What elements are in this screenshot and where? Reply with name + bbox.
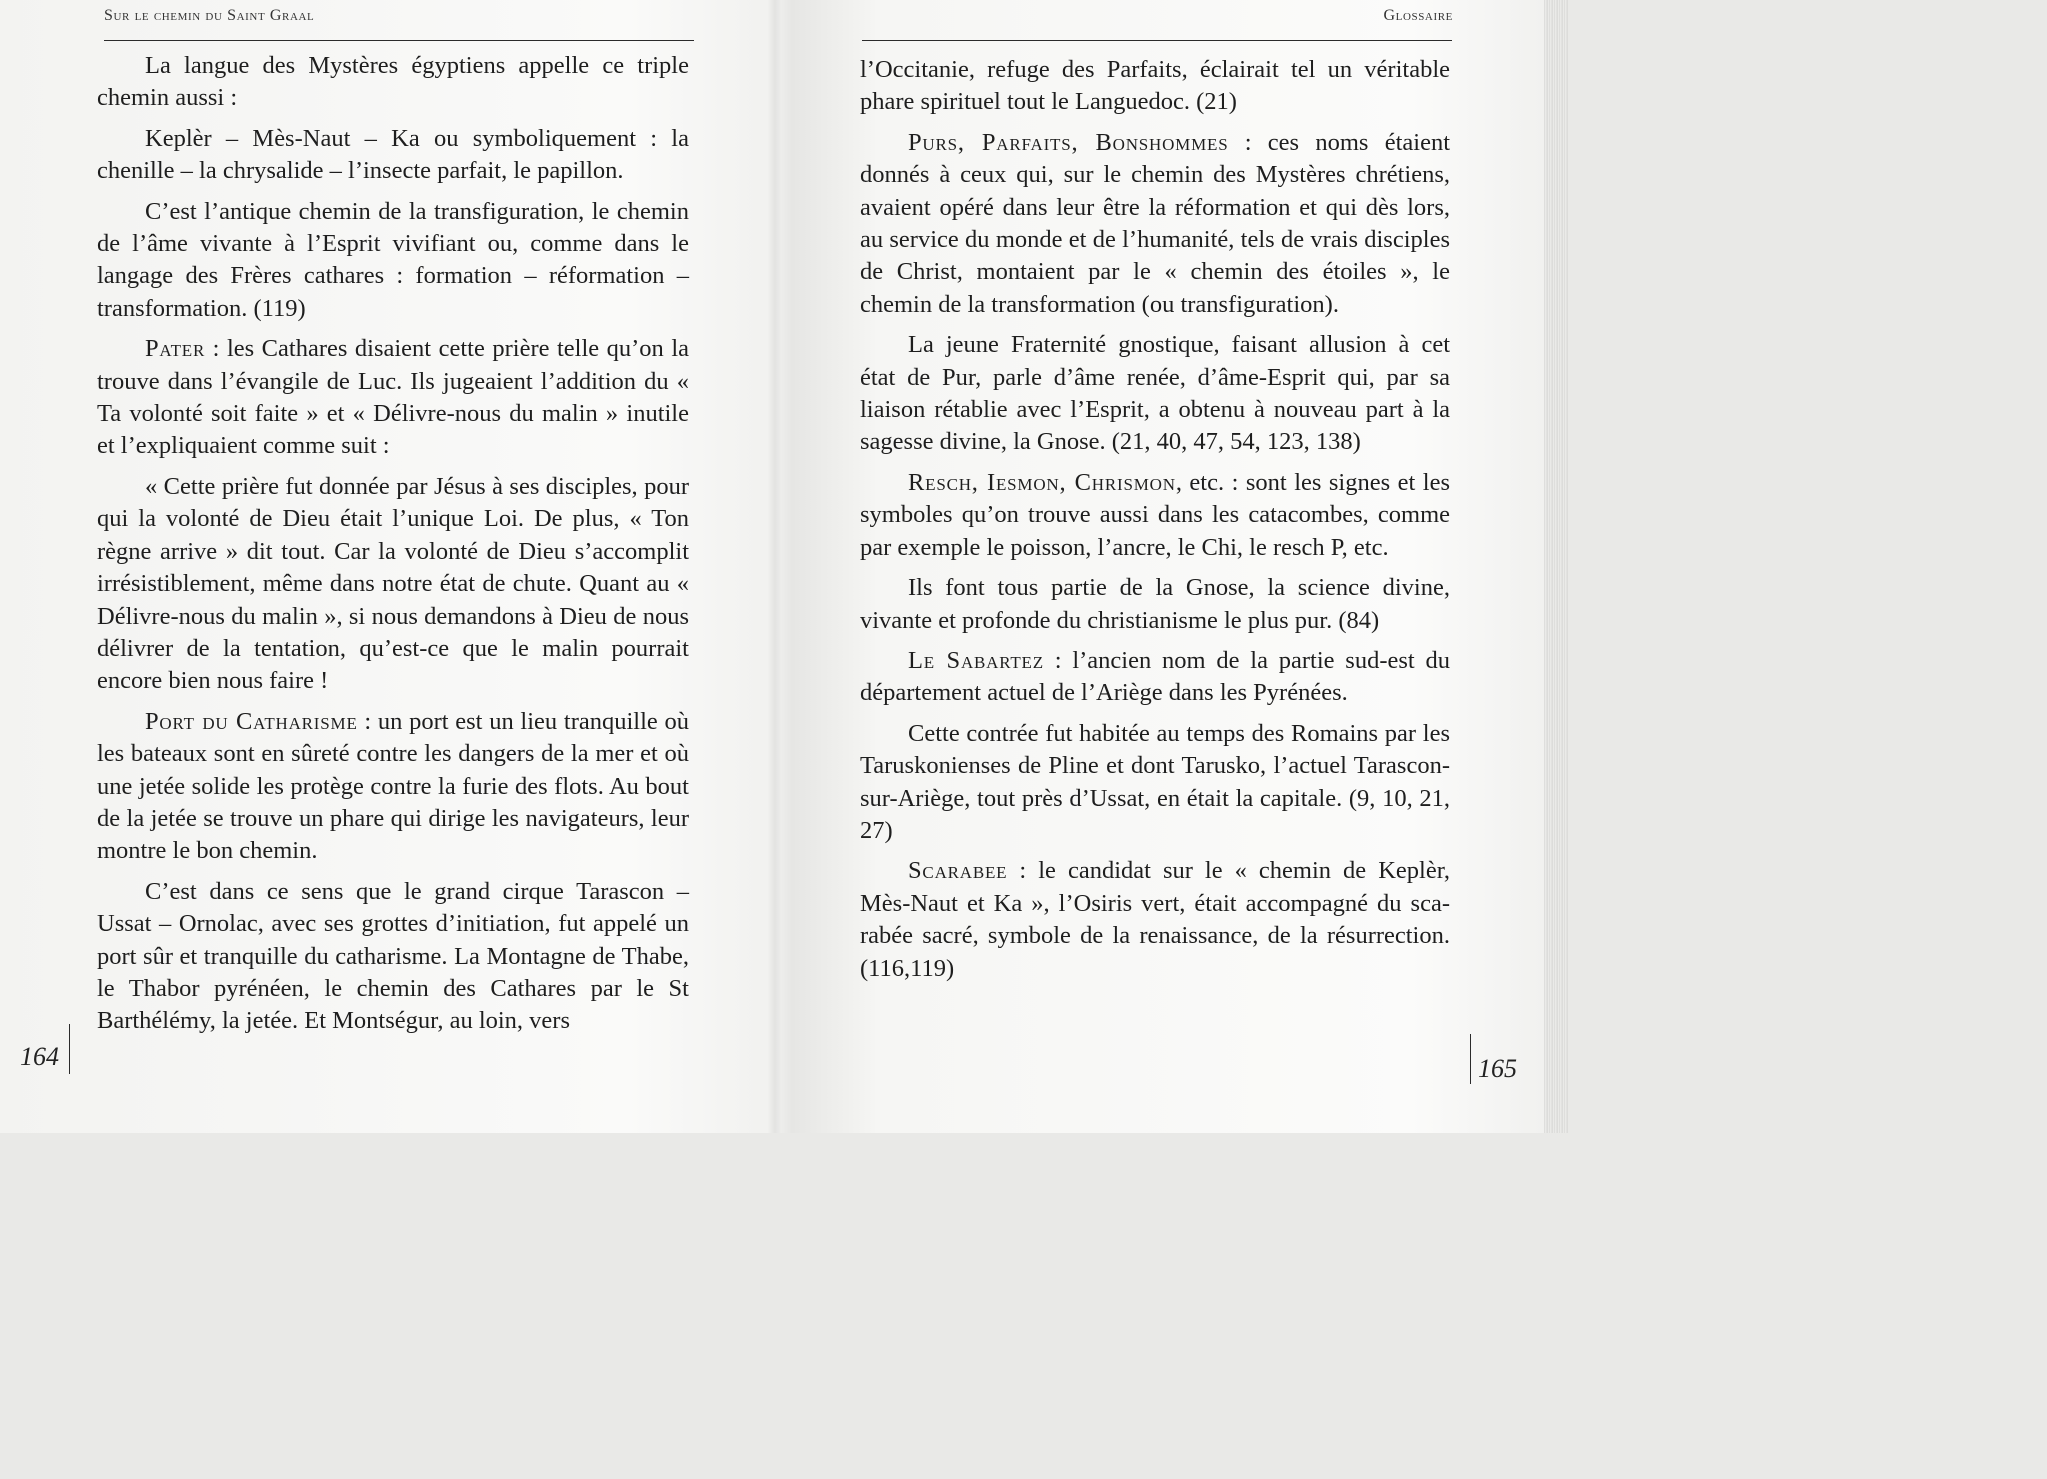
glossary-entry: Le Sabartez : l’ancien nom de la partie sud-est du département actuel de l’Ariège dans les Pyrénées.	[860, 646, 1451, 707]
entry-term: Resch, Iesmon, Chrismon	[908, 468, 1176, 496]
body-text	[97, 50, 689, 1046]
paragraph: C’est l’antique chemin de la transfiguration, le chemin de l’âme vivante à l’Esprit vivifiant ou, comme dans le langage des Frères cathares : formation – réformation – transformation. (119)	[97, 197, 689, 322]
header-rule	[104, 40, 694, 41]
glossary-entry: Port du Catharisme : un port est un lieu tranquille où les bateaux sont en sûreté contre les dangers de la mer et où une jetée solide les protège contre la furie des flots. Au bout de la jetée se trouve un phare qui dirige les navigateurs, leur montre le bon chemin.	[97, 707, 689, 865]
header-rule	[862, 40, 1452, 41]
paragraph: Keplèr – Mès-Naut – Ka ou symboliquement : la chenille – la chrysalide – l’insecte parfait, le papillon.	[97, 124, 689, 185]
folio-bar	[1470, 1034, 1471, 1084]
paragraph: C’est dans ce sens que le grand cirque Tarascon – Ussat – Ornolac, avec ses grottes d’initiation, fut appelé un port sûr et tranquille du catharisme. La Montagne de Thabe, le Thabor pyrénéen, le chemin des Cathares par le St Barthélémy, la jetée. Et Montségur, au loin, vers	[97, 877, 689, 1035]
glossary-entry: Pater : les Cathares disaient cette prière telle qu’on la trouve dans l’évangile de Luc. Ils jugeaient l’addition du « Ta volonté soit faite » et « Délivre-nous du malin » inutile et l’expliquaient comme suit :	[97, 335, 689, 460]
entry-term: Pater	[145, 335, 206, 363]
paragraph: Cette contrée fut habitée au temps des Romains par les Taruskonienses de Pline et dont Tarusko, l’actuel Tarascon-sur-Ariège, tout près d’Ussat, en était la capitale. (9, 10, 21, 27)	[860, 719, 1450, 844]
glossary-entry: Scarabee : le candidat sur le « chemin de Keplèr, Mès-Naut et Ka », l’Osiris vert, était accompagné du scarabée sacré, symbole de la renaissance, de la résurrection. (116,119)	[860, 857, 1450, 982]
right-page	[780, 0, 1568, 1133]
paragraph: l’Occitanie, refuge des Parfaits, éclairait tel un véritable phare spirituel tout le Languedoc. (21)	[860, 56, 1450, 116]
entry-term: Le Sabartez	[908, 646, 1044, 674]
page-number: 165	[1478, 1054, 1517, 1083]
entry-term: Purs, Parfaits, Bonshommes	[908, 128, 1229, 156]
entry-term: Scarabee	[908, 857, 1008, 885]
paragraph: La jeune Fraternité gnostique, faisant allusion à cet état de Pur, parle d’âme renée, d’âme-Esprit qui, par sa liaison rétablie avec l’Esprit, a obtenu à nouveau part à la sagesse divine, la Gnose. (21, 40, 47, 54, 123, 138)	[860, 331, 1450, 456]
paragraph: La langue des Mystères égyptiens appelle ce triple chemin aussi :	[97, 52, 689, 112]
glossary-entry: Purs, Parfaits, Bonshommes : ces noms étaient donnés à ceux qui, sur le chemin des Mystères chrétiens, avaient opéré dans leur être la réformation et qui dès lors, au service du monde et de l’humanité, tels de vrais disciples de Christ, montaient par le « chemin des étoiles », le chemin de la transformation (ou transfiguration).	[860, 128, 1450, 318]
entry-term: Port du Catharisme	[145, 707, 358, 735]
folio-bar	[69, 1024, 70, 1074]
body-text	[860, 54, 1450, 993]
glossary-entry: Resch, Iesmon, Chrismon, etc. : sont les signes et les symboles qu’on trouve aussi dans les catacombes, comme par exemple le poisson, l’ancre, le Chi, le resch P, etc.	[860, 468, 1450, 561]
running-head: Glossaire	[1383, 7, 1453, 24]
paragraph: Ils font tous partie de la Gnose, la science divine, vivante et profonde du christianisme le plus pur. (84)	[860, 574, 1450, 634]
running-head: Sur le chemin du Saint Graal	[104, 7, 315, 24]
paragraph: « Cette prière fut donnée par Jésus à ses disciples, pour qui la volonté de Dieu était l’unique Loi. De plus, « Ton règne arrive » dit tout. Car la volonté de Dieu s’accomplit irrésistiblement, même dans notre état de chute. Quant au « Délivre-nous du malin », si nous demandons à Dieu de nous délivrer de la tentation, qu’est-ce que le malin pourrait encore bien nous faire !	[97, 472, 689, 695]
page-number: 164	[20, 1042, 59, 1071]
left-page	[0, 0, 780, 1133]
